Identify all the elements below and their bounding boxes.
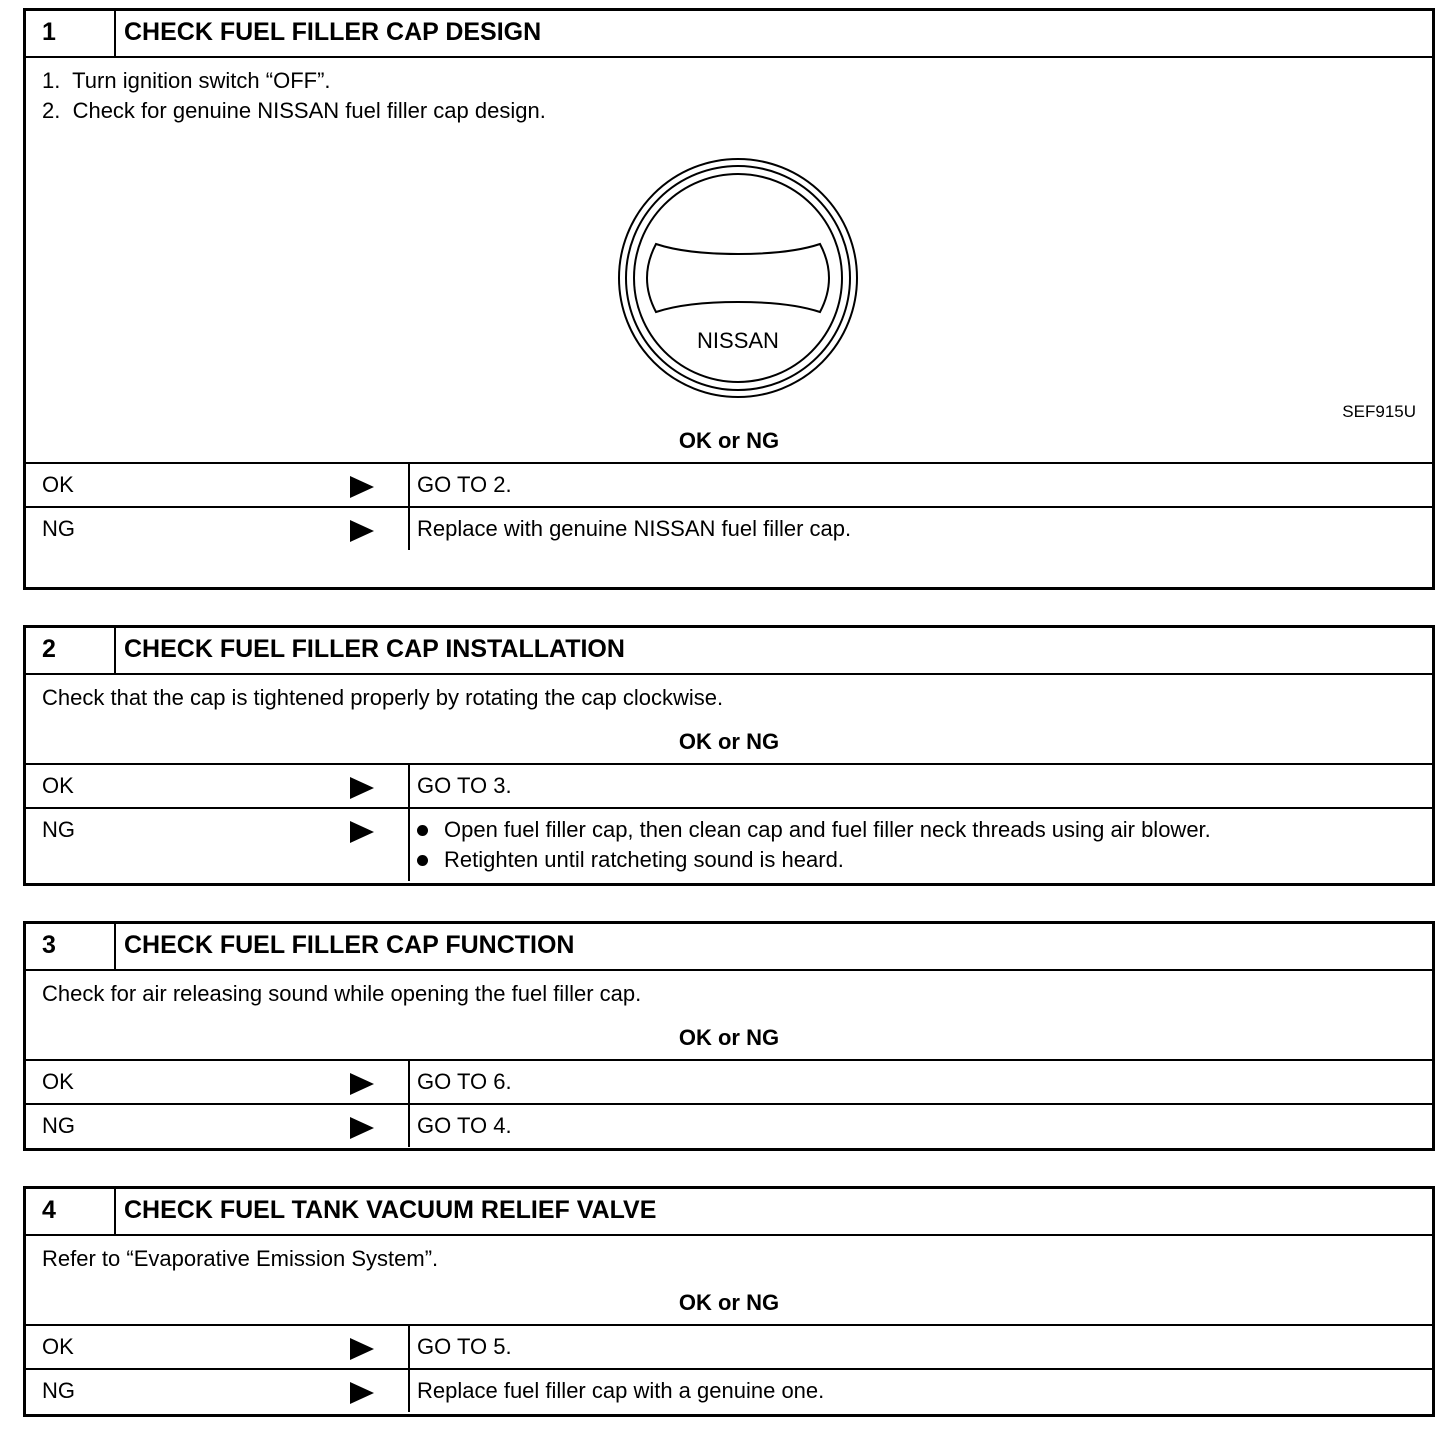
step-body xyxy=(26,969,1432,1059)
step-title: CHECK FUEL TANK VACUUM RELIEF VALVE xyxy=(124,1196,657,1224)
result-label: NG xyxy=(42,1378,75,1403)
instruction-line: 1. Turn ignition switch “OFF”. xyxy=(42,68,331,93)
fuel-cap-figure xyxy=(42,126,1416,426)
bullet-icon xyxy=(417,855,428,866)
result-ok-row xyxy=(26,763,1432,807)
arrow-right-icon xyxy=(350,1382,374,1404)
bullet-icon xyxy=(417,825,428,836)
step-body xyxy=(26,1234,1432,1324)
result-action: GO TO 6. xyxy=(417,1069,512,1094)
ok-or-ng-label: OK or NG xyxy=(678,729,780,754)
step-body xyxy=(26,673,1432,763)
step-number: 4 xyxy=(26,1189,116,1234)
result-label: NG xyxy=(42,817,75,842)
bullet-item: Open fuel filler cap, then clean cap and fuel filler neck threads using air blower. xyxy=(417,815,1211,845)
result-ng-row xyxy=(26,807,1432,881)
step-title: CHECK FUEL FILLER CAP INSTALLATION xyxy=(124,635,625,663)
step-number: 2 xyxy=(26,628,116,673)
step-header xyxy=(26,924,1432,969)
arrow-right-icon xyxy=(350,520,374,542)
instruction-line: 2. Check for genuine NISSAN fuel filler cap design. xyxy=(42,98,546,123)
fuel-cap-illustration xyxy=(616,156,860,400)
result-action: GO TO 3. xyxy=(417,773,512,798)
step-2-table xyxy=(23,625,1435,886)
step-header xyxy=(26,11,1432,56)
ok-or-ng-label: OK or NG xyxy=(678,428,780,453)
step-number: 1 xyxy=(26,11,116,56)
result-label: OK xyxy=(42,773,74,798)
result-ng-row xyxy=(26,1368,1432,1412)
step-number: 3 xyxy=(26,924,116,969)
ok-or-ng-label: OK or NG xyxy=(678,1290,780,1315)
arrow-right-icon xyxy=(350,476,374,498)
result-ok-row xyxy=(26,1324,1432,1368)
step-header xyxy=(26,1189,1432,1234)
result-label: NG xyxy=(42,1113,75,1138)
instruction-line: Check that the cap is tightened properly by rotating the cap clockwise. xyxy=(42,685,724,710)
arrow-right-icon xyxy=(350,777,374,799)
instruction-line: Refer to “Evaporative Emission System”. xyxy=(42,1246,439,1271)
arrow-right-icon xyxy=(350,1117,374,1139)
result-label: OK xyxy=(42,1069,74,1094)
result-action: GO TO 5. xyxy=(417,1334,512,1359)
figure-code: SEF915U xyxy=(1342,402,1416,421)
result-ng-row xyxy=(26,1103,1432,1147)
step-body xyxy=(26,56,1432,462)
bullet-item: Retighten until ratcheting sound is heard. xyxy=(417,845,1211,875)
ok-or-ng-label: OK or NG xyxy=(678,1025,780,1050)
step-3-table xyxy=(23,921,1435,1151)
arrow-right-icon xyxy=(350,1073,374,1095)
instruction-line: Check for air releasing sound while opening the fuel filler cap. xyxy=(42,981,642,1006)
cap-brand-text: NISSAN xyxy=(697,328,779,353)
result-ok-row xyxy=(26,1059,1432,1103)
result-action: GO TO 4. xyxy=(417,1113,512,1138)
step-title: CHECK FUEL FILLER CAP FUNCTION xyxy=(124,931,575,959)
result-label: NG xyxy=(42,516,75,541)
step-4-table xyxy=(23,1186,1435,1417)
arrow-right-icon xyxy=(350,1338,374,1360)
result-ok-row xyxy=(26,462,1432,506)
arrow-right-icon xyxy=(350,821,374,843)
result-action: Replace with genuine NISSAN fuel filler cap. xyxy=(417,516,852,541)
step-1-table xyxy=(23,8,1435,590)
step-header xyxy=(26,628,1432,673)
result-action: Replace fuel filler cap with a genuine one. xyxy=(417,1378,825,1403)
result-ng-row xyxy=(26,506,1432,550)
result-label: OK xyxy=(42,1334,74,1359)
result-action: GO TO 2. xyxy=(417,472,512,497)
result-label: OK xyxy=(42,472,74,497)
step-title: CHECK FUEL FILLER CAP DESIGN xyxy=(124,18,542,46)
